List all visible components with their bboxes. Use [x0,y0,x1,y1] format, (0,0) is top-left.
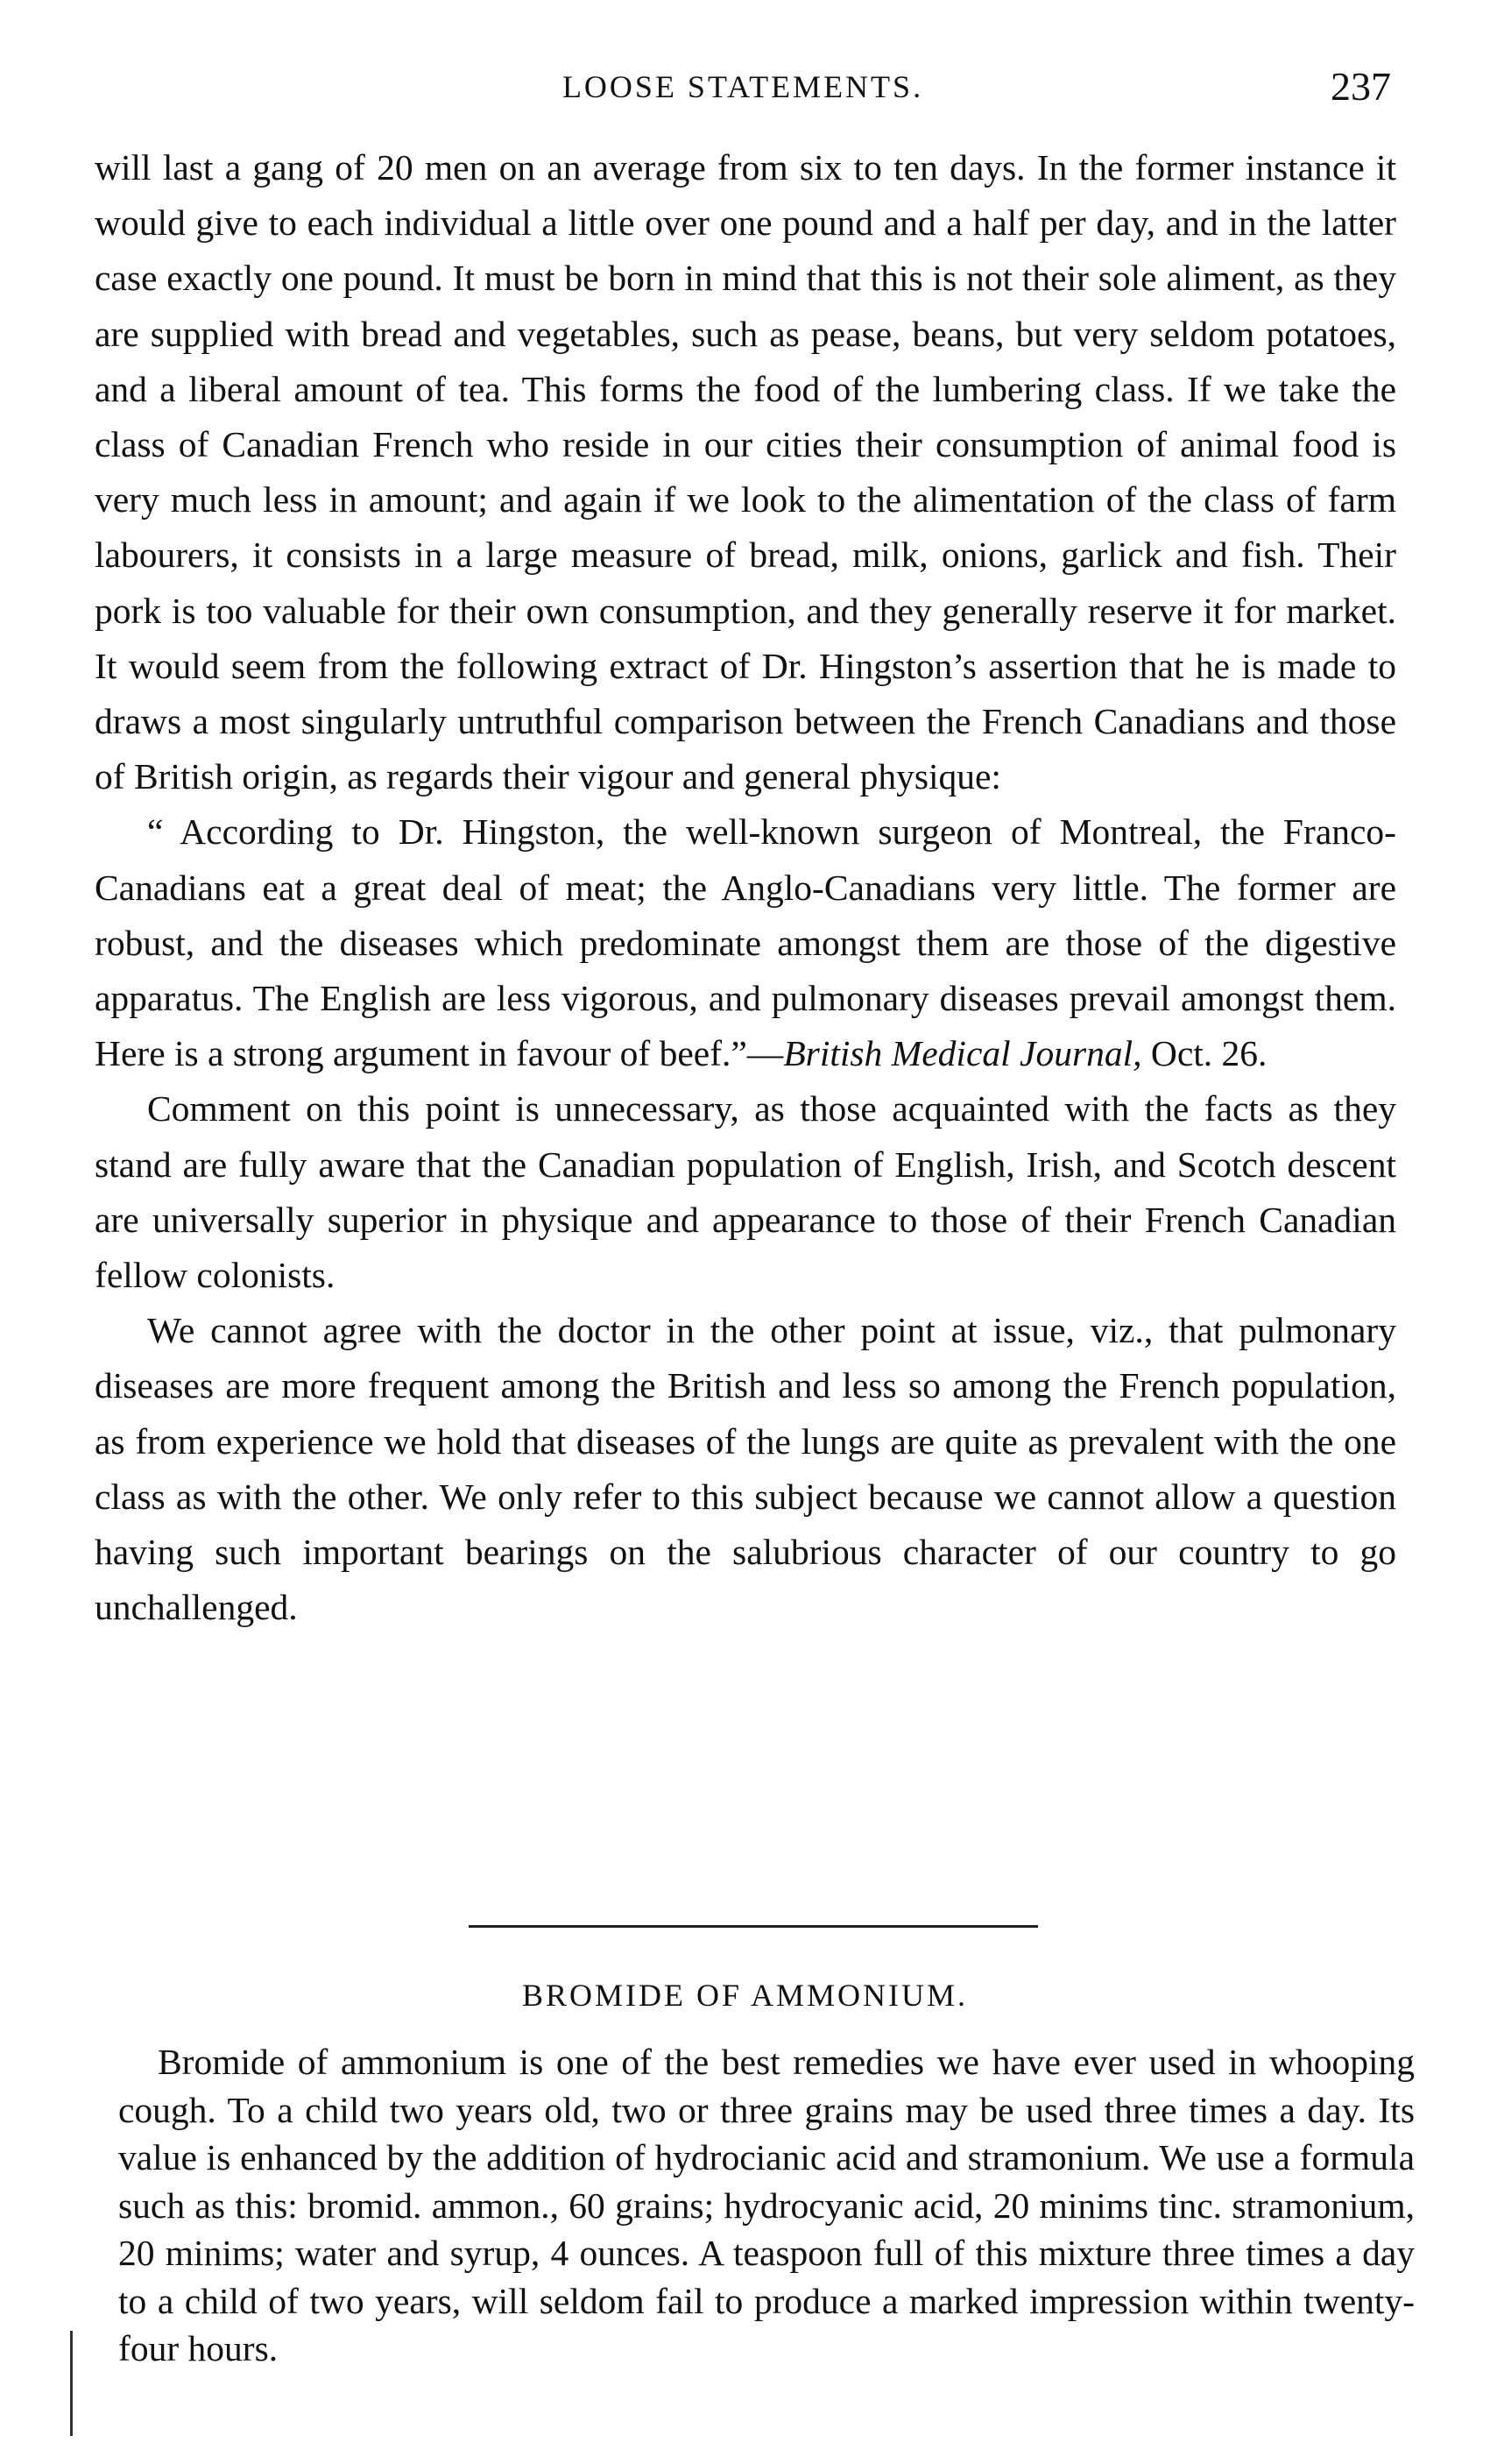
article-paragraph-1: will last a gang of 20 men on an average from six to ten days. In the former instance it would give to each individual a little over one pound and a half per day, and in the latter case exactly one pound. It must be born in mind that this is not their sole aliment, as they are supplied with bread and vegetables, such as pease, beans, but very seldom potatoes, and a liberal amount of tea. This forms the food of the lumbering class. If we take the class of Canadian French who reside in our cities their consumption of animal food is very much less in amount; and again if we look to the alimentation of the class of farm labourers, it consists in a large measure of bread, milk, onions, garlick and fish. Their pork is too valuable for their own consumption, and they generally reserve it for market. It would seem from the following extract of Dr. Hingston’s assertion that he is made to draws a most singularly untruthful comparison between the French Canadians and those of British origin, as regards their vigour and general physique: [95,147,1396,797]
article-body [95,140,1396,1635]
page-header [95,63,1391,116]
article-paragraph-2: Comment on this point is unnecessary, as those acquainted with the facts as they stand are fully aware that the Canadian population of English, Irish, and Scotch descent are universally superior in physique and appearance to those of their French Canadian fellow colonists. [95,1088,1396,1296]
quotation [95,804,1396,1081]
section-paragraph: Bromide of ammonium is one of the best remedies we have ever used in whooping cough. To a child two years old, two or three grains may be used three times a day. Its value is enhanced by the addition of hydrocianic acid and stramonium. We use a formula such as this: bromid. ammon., 60 grains; hydrocyanic acid, 20 minims tinc. stramonium, 20 minims; water and syrup, 4 ounces. A teaspoon full of this mixture three times a day to a child of two years, will seldom fail to produce a marked impression within twenty-four hours. [118,2042,1415,2368]
margin-mark [70,2331,73,2436]
quotation-text: “ According to Dr. Hingston, the well-known surgeon of Montreal, the Franco-Canadians eat a great deal of meat; the Anglo-Canadians very little. The former are robust, and the diseases which predominate amongst them are those of the digestive apparatus. The English are less vigorous, and pulmonary diseases prevail amongst them. Here is a strong argument in favour of beef.”— [95,811,1396,1074]
quotation-source: British Medical Journal, [783,1033,1142,1074]
running-head: LOOSE STATEMENTS. [561,69,924,104]
section-body [118,2038,1415,2373]
section-title: BROMIDE OF AMMONIUM. [521,1978,969,2013]
article-paragraph-3: We cannot agree with the doctor in the other point at issue, viz., that pulmonary diseases are more frequent among the British and less so among the French population, as from experience we hold that diseases of the lungs are quite as prevalent with the one class as with the other. We only refer to this subject because we cannot allow a question having such important bearings on the salubrious character of our country to go unchallenged. [95,1310,1396,1628]
quotation-date: Oct. 26. [1141,1033,1268,1074]
section-divider [469,1925,1038,1928]
page-number: 237 [1331,64,1391,109]
